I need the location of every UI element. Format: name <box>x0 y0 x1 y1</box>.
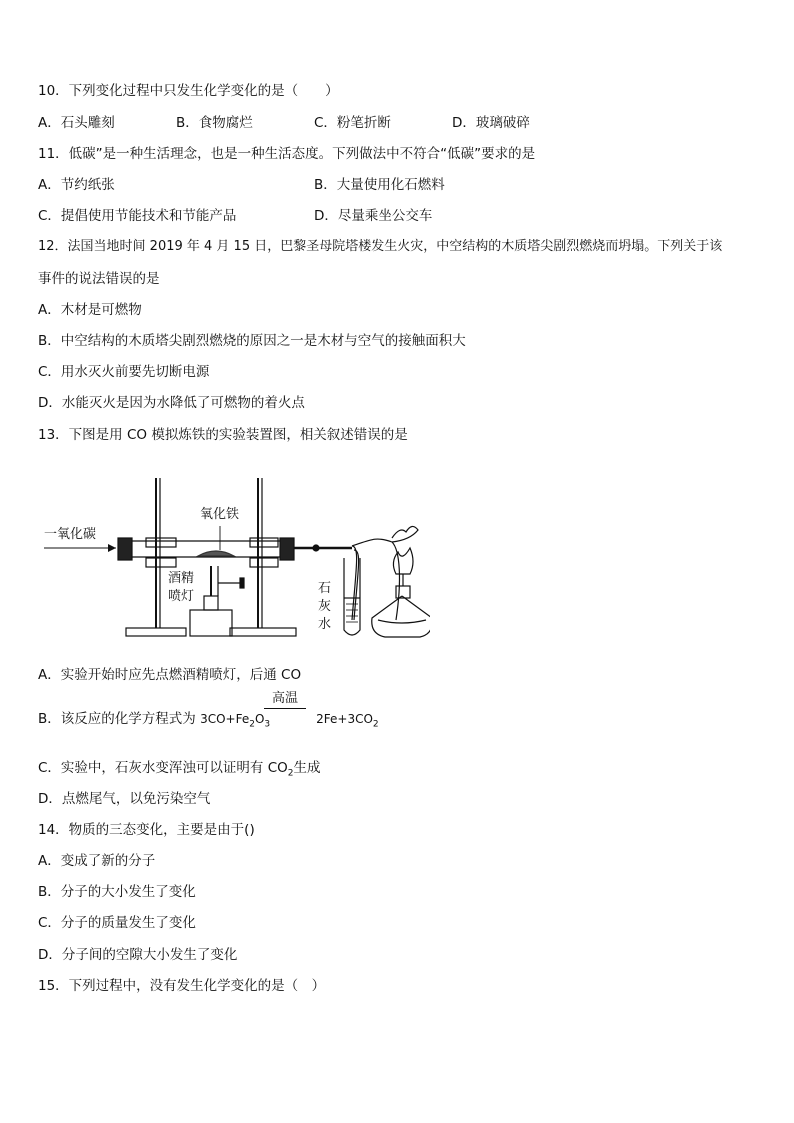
q13-option-b-prefix: B．该反应的化学方程式为 <box>38 711 201 727</box>
q10-stem: 10．下列变化过程中只发生化学变化的是（ ） <box>38 83 339 99</box>
q12-stem-line2: 事件的说法错误的是 <box>38 271 160 287</box>
q14-option-c: C．分子的质量发生了变化 <box>38 915 196 931</box>
label-blast-lamp-line2: 喷灯 <box>168 589 195 604</box>
q10-option-c: C．粉笔折断 <box>314 115 391 131</box>
q12-stem-line1: 12．法国当地时间 2019 年 4 月 15 日，巴黎圣母院塔楼发生火灾，中空结构的木质塔尖剧烈燃烧而坍塌。下列关于该 <box>38 239 723 254</box>
label-limewater-char3: 水 <box>318 617 332 632</box>
q13-option-c: C．实验中，石灰水变浑浊可以证明有 $CO_2$生成 <box>38 760 321 779</box>
q13-option-b <box>38 691 379 733</box>
q11-option-b: B．大量使用化石燃料 <box>314 177 445 193</box>
q11-stem: 11．低碳”是一种生活理念，也是一种生活态度。下列做法中不符合“低碳”要求的是 <box>38 146 536 162</box>
q11-option-d: D．尽量乘坐公交车 <box>314 208 433 224</box>
q11-option-a: A．节约纸张 <box>38 177 115 193</box>
label-limewater-char1: 石 <box>318 581 332 596</box>
label-blast-lamp-line1: 酒精 <box>168 571 195 586</box>
q14-stem: 14．物质的三态变化，主要是由于() <box>38 822 255 838</box>
label-iron-oxide: 氧化铁 <box>200 507 240 522</box>
q14-option-b: B．分子的大小发生了变化 <box>38 884 196 900</box>
co-reduction-apparatus-figure <box>40 470 430 645</box>
q12-option-a: A．木材是可燃物 <box>38 302 142 318</box>
q13-stem: 13．下图是用 CO 模拟炼铁的实验装置图，相关叙述错误的是 <box>38 427 408 443</box>
q15-stem: 15．下列过程中，没有发生化学变化的是（ ） <box>38 978 326 994</box>
q14-option-d: D．分子间的空隙大小发生了变化 <box>38 947 238 963</box>
q12-option-c: C．用水灭火前要先切断电源 <box>38 364 210 380</box>
q13-option-a: A．实验开始时应先点燃酒精喷灯，后通 CO <box>38 667 302 683</box>
q14-option-a: A．变成了新的分子 <box>38 853 156 869</box>
q12-option-b: B．中空结构的木质塔尖剧烈燃烧的原因之一是木材与空气的接触面积大 <box>38 333 466 349</box>
q12-option-d: D．水能灭火是因为水降低了可燃物的着火点 <box>38 395 305 411</box>
q11-option-c: C．提倡使用节能技术和节能产品 <box>38 208 237 224</box>
label-carbon-monoxide: 一氧化碳 <box>44 527 97 542</box>
chemical-equation: $3CO+Fe_2O_3$ 高温 $2Fe+3CO_2$ <box>200 691 379 730</box>
reaction-condition: 高温 <box>264 690 306 709</box>
q10-option-a: A．石头雕刻 <box>38 115 115 131</box>
q10-option-d: D．玻璃破碎 <box>452 115 530 131</box>
label-limewater-char2: 灰 <box>318 599 332 614</box>
q13-option-d: D．点燃尾气，以免污染空气 <box>38 791 211 807</box>
q10-option-b: B．食物腐烂 <box>176 115 253 131</box>
